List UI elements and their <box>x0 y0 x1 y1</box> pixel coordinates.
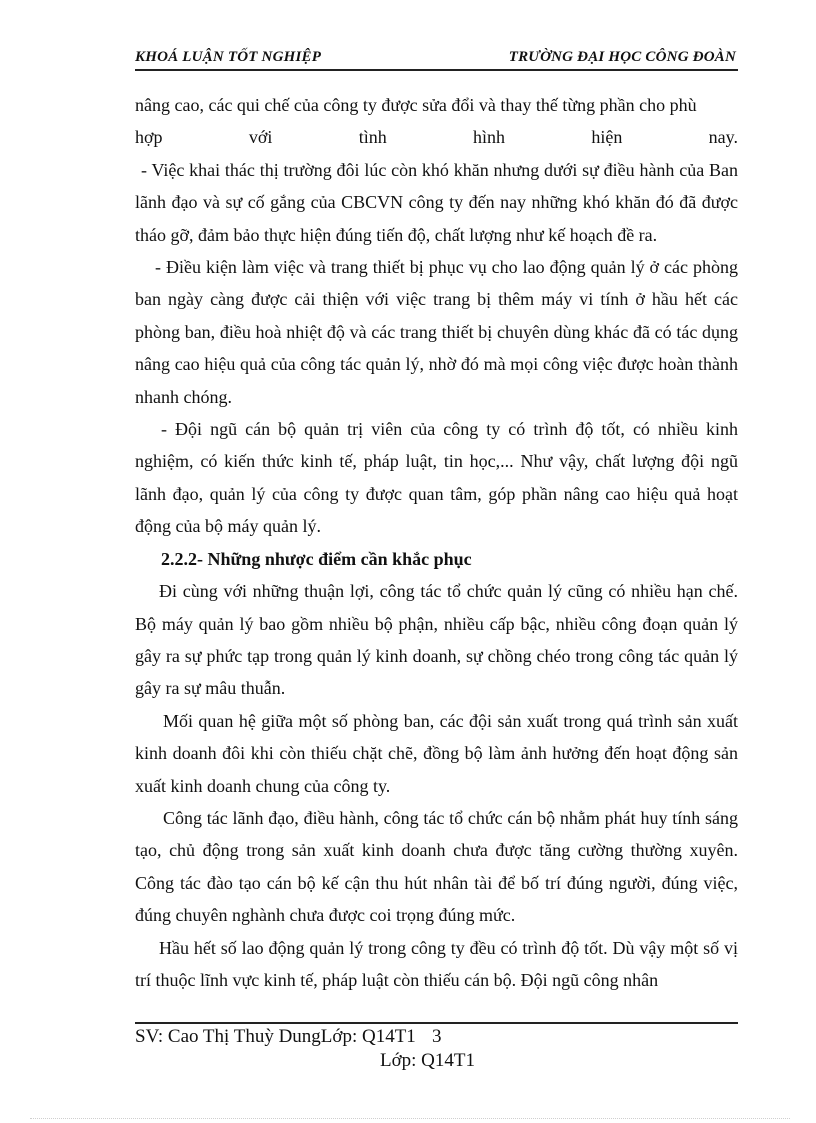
word: với <box>248 127 273 148</box>
paragraph-market: - Việc khai thác thị trường đôi lúc còn khó khăn nhưng dưới sự điều hành của Ban lãnh đạo và sự cố gắng của CBCVN công ty đến nay những khó khăn đó đã được tháo gỡ, đảm bảo thực hiện đúng tiến độ, chất lượng như kế hoạch đề ra. <box>135 159 738 245</box>
page-header <box>135 47 738 71</box>
paragraph-working-conditions: - Điều kiện làm việc và trang thiết bị phục vụ cho lao động quản lý ở các phòng ban ngày càng được cải thiện với việc trang bị thêm máy vi tính ở hầu hết các phòng ban, điều hoà nhiệt độ và các trang thiết bị chuyên dùng khác đã có tác dụng nâng cao hiệu quả của công tác quản lý, nhờ đó mà mọi công việc được hoàn thành nhanh chóng. <box>135 257 738 407</box>
footer-student-info <box>135 1026 416 1048</box>
paragraph-staff-shortage: Hầu hết số lao động quản lý trong công ty đều có trình độ tốt. Dù vậy một số vị trí thuộc lĩnh vực kinh tế, pháp luật còn thiếu cán bộ. Đội ngũ công nhân <box>135 937 738 990</box>
word: nay. <box>708 127 738 148</box>
document-body <box>135 89 738 996</box>
footer-class-repeat: Lớp: Q14T1 <box>380 1050 476 1071</box>
footer-class: Lớp: Q14T1 <box>320 1026 416 1047</box>
continuation-line: nâng cao, các qui chế của công ty được sửa đổi và thay thế từng phần cho phù <box>135 95 697 115</box>
word: hợp <box>135 127 163 148</box>
word: tình <box>358 127 387 148</box>
page-number: 3 <box>432 1026 442 1047</box>
word: hình <box>473 127 506 148</box>
paragraph-limitations: Đi cùng với những thuận lợi, công tác tổ chức quản lý cũng có nhiều hạn chế. Bộ máy quản lý bao gồm nhiều bộ phận, nhiều cấp bậc, nhiều công đoạn quản lý gây ra sự phức tạp trong quản lý kinh doanh, sự chồng chéo trong công tác quản lý gây ra sự mâu thuẫn. <box>135 581 738 699</box>
paragraph-staff-quality: - Đội ngũ cán bộ quản trị viên của công ty có trình độ tốt, có nhiều kinh nghiệm, có kiến thức kinh tế, pháp luật, tin học,... Như vậy, chất lượng đội ngũ lãnh đạo, quản lý của công ty được quan tâm, góp phần nâng cao hiệu quả hoạt động của bộ máy quản lý. <box>135 419 738 537</box>
footer-student-name: SV: Cao Thị Thuỳ Dung <box>135 1026 321 1047</box>
header-left-title: KHOÁ LUẬN TỐT NGHIỆP <box>135 49 322 65</box>
header-right-title: TRƯỜNG ĐẠI HỌC CÔNG ĐOÀN <box>508 49 736 65</box>
footer-divider <box>135 1022 738 1024</box>
paragraph-relations: Mối quan hệ giữa một số phòng ban, các đội sản xuất trong quá trình sản xuất kinh doanh đôi khi còn thiếu chặt chẽ, đồng bộ làm ảnh hưởng đến hoạt động sản xuất kinh doanh chung của công ty. <box>135 710 738 796</box>
page-bottom-divider <box>30 1118 790 1119</box>
word: hiện <box>591 127 623 148</box>
paragraph-leadership: Công tác lãnh đạo, điều hành, công tác tổ chức cán bộ nhằm phát huy tính sáng tạo, chủ động trong sản xuất kinh doanh chưa được tăng cường thường xuyên. Công tác đào tạo cán bộ kế cận thu hút nhân tài để bố trí đúng người, đúng việc, đúng chuyên nghành chưa được coi trọng đúng mức. <box>135 807 738 926</box>
section-heading: 2.2.2- Những nhược điểm cần khắc phục <box>161 548 472 569</box>
continuation-line-justified <box>135 121 738 153</box>
